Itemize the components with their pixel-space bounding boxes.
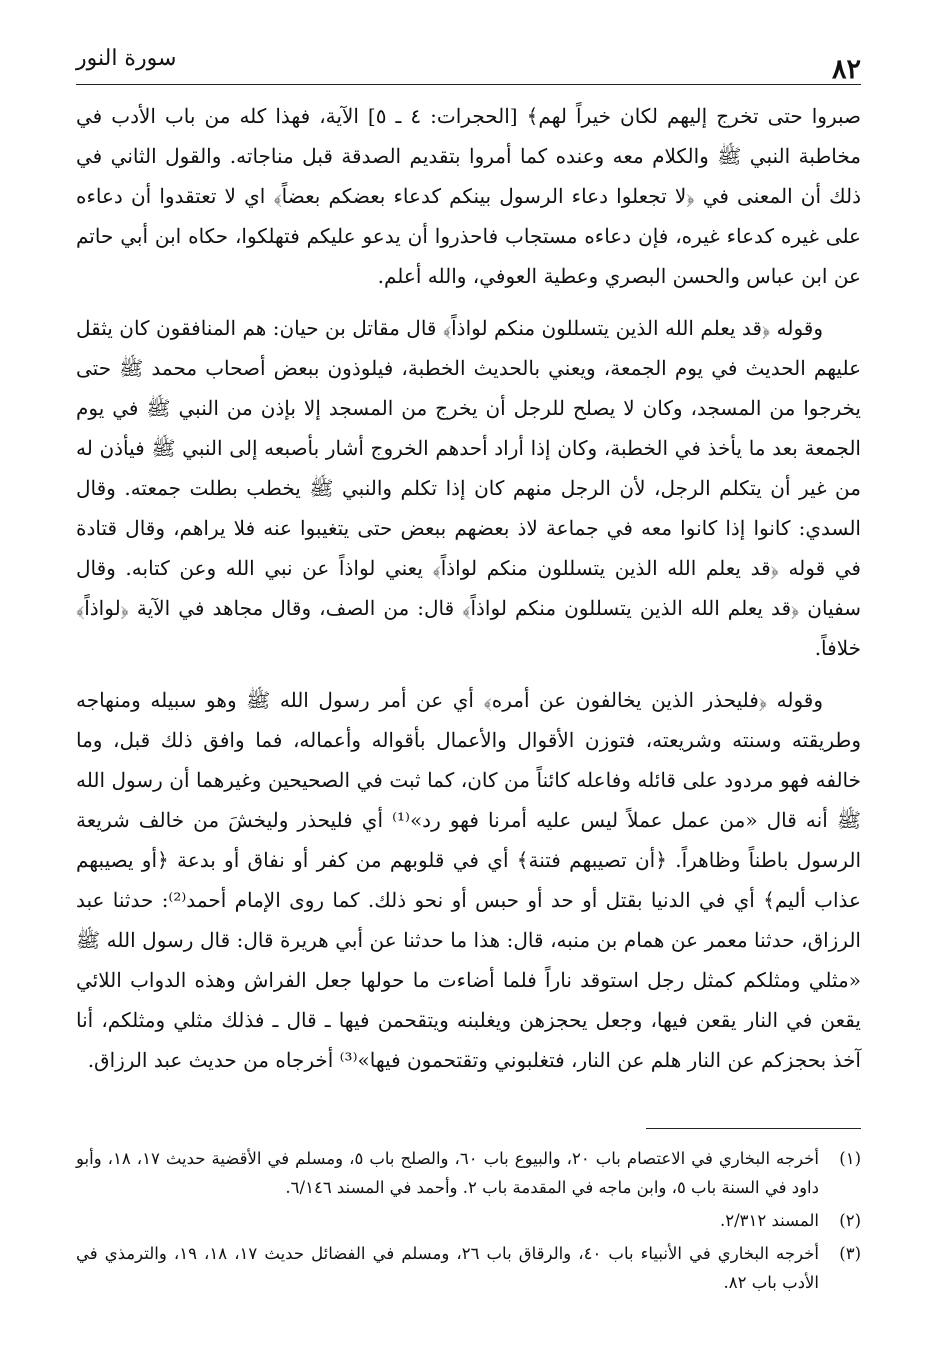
footnote-2	[76, 1206, 861, 1235]
footnote-divider	[646, 1128, 861, 1129]
footnote-number: (١)	[839, 1149, 861, 1168]
footnote-text: أخرجه البخاري في الاعتصام باب ٢٠، والبيوع باب ٦٠، والصلح باب ٥، ومسلم في الأقضية حديث ١٧، ١٨، وأبو داود في السنة باب ٥، وابن ماجه في المقدمة باب ٢. وأحمد في المسند ٦/١٤٦.	[76, 1149, 819, 1197]
footnote-number: (٢)	[839, 1211, 861, 1230]
footnote-1	[76, 1144, 861, 1202]
footnote-number: (٣)	[839, 1244, 861, 1263]
footnote-text: المسند ٢/٣١٢.	[719, 1211, 819, 1230]
paragraph-3: وقوله ﴿فليحذر الذين يخالفون عن أمره﴾ أي عن أمر رسول الله ﷺ وهو سبيله ومنهاجه وطريقته وسنته وشريعته، فتوزن الأقوال والأعمال بأقواله وأعماله، فما وافق ذلك قبل، وما خالفه فهو مردود على قائله وفاعله كائناً من كان، كما ثبت في الصحيحين وغيرهما أن رسول الله ﷺ أنه قال «من عمل عملاً ليس عليه أمرنا فهو رد»⁽¹⁾ أي فليحذر وليخشَ من خالف شريعة الرسول باطناً وظاهراً. ﴿أن تصيبهم فتنة﴾ أي في قلوبهم من كفر أو نفاق أو بدعة ﴿أو يصيبهم عذاب أليم﴾ أي في الدنيا بقتل أو حد أو حبس أو نحو ذلك. كما روى الإمام أحمد⁽²⁾: حدثنا عبد الرزاق، حدثنا معمر عن همام بن منبه، قال: هذا ما حدثنا عن أبي هريرة قال: قال رسول الله ﷺ «مثلي ومثلكم كمثل رجل استوقد ناراً فلما أضاءت ما حولها جعل الفراش وهذه الدواب اللائي يقعن في النار يقعن فيها، وجعل يحجزهن ويغلبنه ويتقحمن فيها ـ قال ـ فذلك مثلي ومثلكم، أنا آخذ بحجزكم عن النار هلم عن النار، فتغلبوني وتقتحمون فيها»⁽³⁾ أخرجاه من حديث عبد الرزاق.	[76, 688, 861, 1072]
paragraph-1: صبروا حتى تخرج إليهم لكان خيراً لهم﴾ [الحجرات: ٤ ـ ٥] الآية، فهذا كله من باب الأدب في مخاطبة النبي ﷺ والكلام معه وعنده كما أمروا بتقديم الصدقة قبل مناجاته. والقول الثاني في ذلك أن المعنى في ﴿لا تجعلوا دعاء الرسول بينكم كدعاء بعضكم بعضاً﴾ اي لا تعتقدوا أن دعاءه على غيره كدعاء غيره، فإن دعاءه مستجاب فاحذروا أن يدعو عليكم فتهلكوا، حكاه ابن أبي حاتم عن ابن عباس والحسن البصري وعطية العوفي، والله أعلم.	[76, 104, 862, 288]
footnote-3	[76, 1239, 861, 1297]
page-header	[76, 40, 861, 90]
page-number: ٨٢	[831, 54, 861, 85]
header-divider	[76, 84, 861, 85]
footnotes	[76, 1144, 861, 1301]
footnote-text: أخرجه البخاري في الأنبياء باب ٤٠، والرقاق باب ٢٦، ومسلم في الفضائل حديث ١٧، ١٨، ١٩، والترمذي في الأدب باب ٨٢.	[76, 1244, 819, 1292]
running-title: سورة النور	[76, 46, 177, 71]
paragraph-2: وقوله ﴿قد يعلم الله الذين يتسللون منكم لواذاً﴾ قال مقاتل بن حيان: هم المنافقون كان يثقل عليهم الحديث في يوم الجمعة، ويعني بالحديث الخطبة، فيلوذون ببعض أصحاب محمد ﷺ حتى يخرجوا من المسجد، وكان لا يصلح للرجل أن يخرج من المسجد إلا بإذن من النبي ﷺ في يوم الجمعة بعد ما يأخذ في الخطبة، وكان إذا أراد أحدهم الخروج أشار بأصبعه إلى النبي ﷺ فيأذن له من غير أن يتكلم الرجل، لأن الرجل منهم كان إذا تكلم والنبي ﷺ يخطب بطلت جمعته. وقال السدي: كانوا إذا كانوا معه في جماعة لاذ بعضهم ببعض حتى يتغيبوا عنه فلا يراهم، وقال قتادة في قوله ﴿قد يعلم الله الذين يتسللون منكم لواذاً﴾ يعني لواذاً عن نبي الله وعن كتابه. وقال سفيان ﴿قد يعلم الله الذين يتسللون منكم لواذاً﴾ قال: من الصف، وقال مجاهد في الآية ﴿لواذاً﴾ خلافاً.	[76, 316, 861, 660]
main-text	[76, 96, 861, 1092]
